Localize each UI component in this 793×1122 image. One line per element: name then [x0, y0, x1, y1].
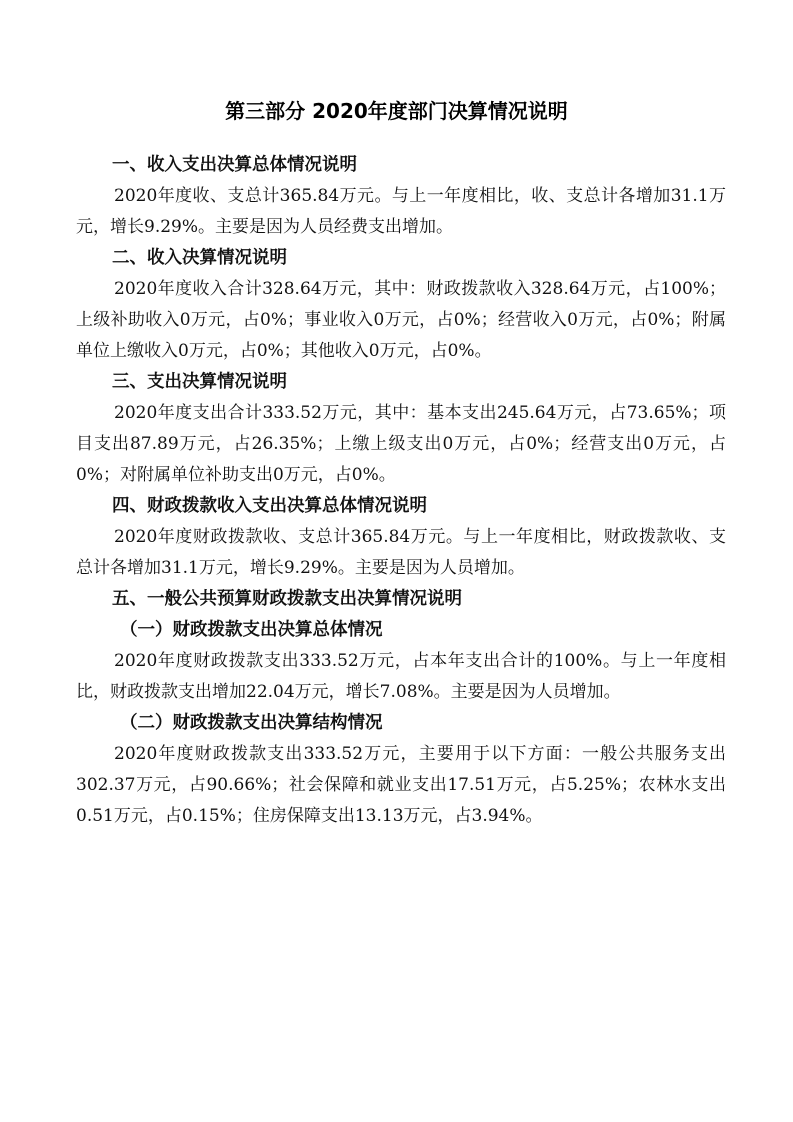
subsection-paragraph-5-1: 2020年度财政拨款支出333.52万元，占本年支出合计的100%。与上一年度相比，财政拨款支出增加22.04万元，增长7.08%。主要是因为人员增加。	[76, 651, 726, 702]
subsection-heading-5-1: （一）财政拨款支出决算总体情况	[120, 620, 383, 640]
section-paragraph-1: 2020年度收、支总计365.84万元。与上一年度相比，收、支总计各增加31.1万元，增长9.29%。主要是因为人员经费支出增加。	[76, 186, 726, 237]
page-title: 第三部分 2020年度部门决算情况说明	[225, 99, 568, 123]
section-heading-1: 一、收入支出决算总体情况说明	[112, 155, 357, 175]
section-paragraph-4: 2020年度财政拨款收、支总计365.84万元。与上一年度相比，财政拨款收、支总计各增加31.1万元，增长9.29%。主要是因为人员增加。	[76, 527, 726, 578]
subsection-heading-5-2: （二）财政拨款支出决算结构情况	[120, 713, 383, 733]
section-heading-5: 五、一般公共预算财政拨款支出决算情况说明	[112, 589, 462, 609]
section-heading-4: 四、财政拨款收入支出决算总体情况说明	[112, 496, 427, 516]
section-heading-2: 二、收入决算情况说明	[112, 248, 287, 268]
section-paragraph-2: 2020年度收入合计328.64万元，其中：财政拨款收入328.64万元，占100%；上级补助收入0万元，占0%；事业收入0万元，占0%；经营收入0万元，占0%；附属单位上缴收入0万元，占0%；其他收入0万元，占0%。	[76, 279, 726, 361]
section-paragraph-3: 2020年度支出合计333.52万元，其中：基本支出245.64万元，占73.65%；项目支出87.89万元，占26.35%；上缴上级支出0万元，占0%；经营支出0万元，占0%；对附属单位补助支出0万元，占0%。	[76, 403, 726, 485]
subsection-paragraph-5-2: 2020年度财政拨款支出333.52万元，主要用于以下方面：一般公共服务支出302.37万元，占90.66%；社会保障和就业支出17.51万元，占5.25%；农林水支出0.51万元，占0.15%；住房保障支出13.13万元，占3.94%。	[76, 744, 726, 826]
section-heading-3: 三、支出决算情况说明	[112, 372, 287, 392]
document-body	[76, 150, 726, 832]
